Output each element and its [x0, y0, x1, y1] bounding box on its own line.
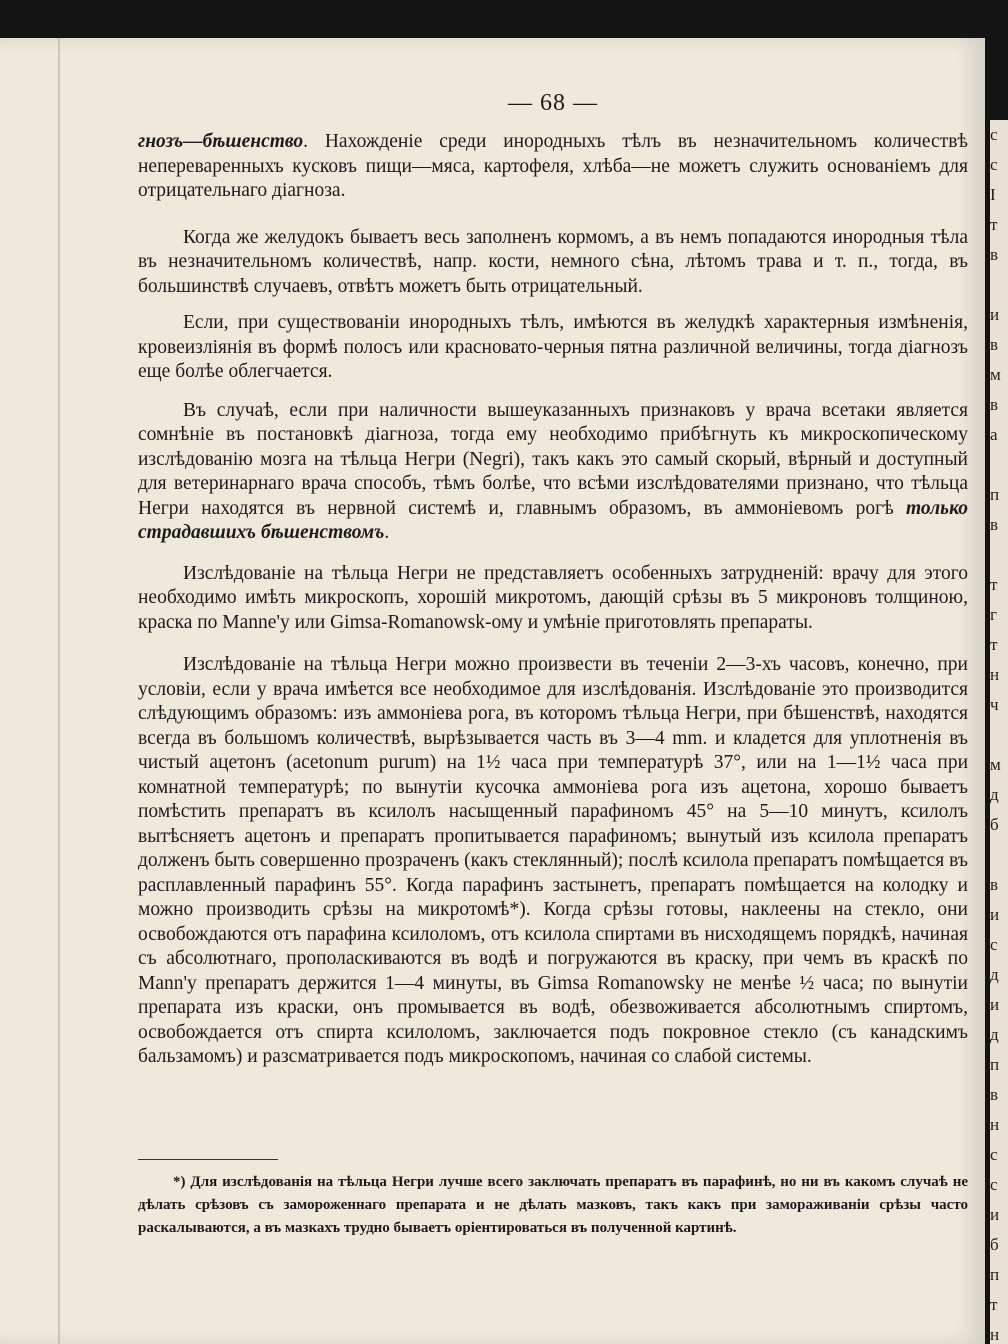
adjacent-page-fragment: с: [990, 935, 998, 954]
paragraph-4: [138, 399, 968, 546]
adjacent-page-fragment: с: [990, 155, 998, 174]
adjacent-page-fragment: [990, 720, 1008, 750]
adjacent-page-fragment: т: [990, 575, 998, 594]
paragraph-tail: .: [384, 522, 390, 543]
paragraph-text: Если, при существованіи инородныхъ тѣлъ, имѣются въ желудкѣ характерныя измѣненія, кровеизліянія въ формѣ полосъ или красновато-черныя пятна различной величины, тогда діагнозъ еще болѣе облегчается.: [138, 312, 968, 382]
paragraph-text: Изслѣдованіе на тѣльца Негри можно произвести въ теченіи 2—3-хъ часовъ, конечно, при условіи, если у врача имѣется все необходимое для изслѣдованія. Изслѣдованіе это производится слѣдующимъ образомъ: изъ аммоніева рога, въ которомъ тѣльца Негри, при бѣшенствѣ, находятся всегда въ большомъ количествѣ, вырѣзывается часть въ 3—4 mm. и кладется для уплотненія въ чистый ацетонъ (acetonum purum) на 1½ часа при температурѣ 37°, или на 1—1½ часа при комнатной температурѣ; по вынутіи кусочка аммоніева рога изъ ацетона, хорошо бываетъ помѣстить препаратъ въ ксилолъ насыщенный парафиномъ 45° на 5—10 минутъ, ксилолъ вытѣсняетъ ацетонъ и препаратъ пропитывается парафиномъ; вынутый изъ ксилола препаратъ долженъ быть совершенно прозраченъ (какъ стеклянный); послѣ ксилола препаратъ помѣщается въ расплавленный парафинъ 55°. Когда парафинъ застынетъ, препаратъ помѣщается на колодку и можно производить срѣзы на микротомѣ*). Когда срѣзы готовы, наклеены на стекло, они освобождаются отъ парафина ксилоломъ, отъ ксилола спиртами въ нисходящемъ порядкѣ, начиная съ абсолютнаго, прополаскиваются въ водѣ и погружаются въ краску, при чемъ въ краскѣ по Mann'у препаратъ держится 1—4 минуты, въ Gimsa Romanowsky не менѣе ½ часа; по вынутіи препарата изъ краски, онъ промывается въ водѣ, обезвоживается абсолютнымъ спиртомъ, освобождается отъ спирта ксилоломъ, заключается подъ покровное стекло (съ канадскимъ бальзамомъ) и разсматривается подъ микроскопомъ, начиная со слабой системы.: [138, 654, 968, 1067]
adjacent-page-fragment: н: [990, 1325, 1000, 1344]
page-fold-line: [58, 38, 60, 1344]
adjacent-page-fragment: в: [990, 1085, 999, 1104]
adjacent-page-fragment: и: [990, 305, 1000, 324]
paragraph-text: Когда же желудокъ бываетъ весь заполненъ кормомъ, а въ немъ попадаются инородныя тѣла въ незначительномъ количествѣ, напр. кости, немного сѣна, лѣтомъ трава и т. п., тогда, въ большинствѣ случаевъ, отвѣтъ можетъ быть отрицательный.: [138, 226, 968, 297]
page-number: — 68 —: [508, 90, 598, 116]
paragraph-5: [138, 562, 968, 636]
adjacent-page-fragment: I: [990, 185, 996, 204]
paragraph-1: [138, 130, 968, 204]
adjacent-page-fragment: д: [990, 1025, 999, 1044]
adjacent-page-fragment: в: [990, 245, 999, 264]
adjacent-page-fragment: д: [990, 785, 999, 804]
italic-lead: гнозъ—бѣшенство: [138, 131, 304, 152]
adjacent-page-fragment: и: [990, 1205, 1000, 1224]
adjacent-page-fragment: с: [990, 125, 998, 144]
adjacent-page-fragment: п: [990, 1055, 1000, 1074]
adjacent-page-fragment: [990, 270, 1008, 300]
adjacent-page-fragment: п: [990, 1265, 1000, 1284]
adjacent-page-fragment: с: [990, 1175, 998, 1194]
adjacent-page-fragment: п: [990, 485, 1000, 504]
italic-tail: только страдавшихъ бѣшенствомъ: [138, 497, 968, 543]
adjacent-page-fragment: б: [990, 1235, 999, 1254]
adjacent-page-fragment: [990, 540, 1008, 570]
paragraph-3: [138, 311, 968, 385]
paragraph-6: [138, 653, 968, 1070]
paragraph-2: [138, 226, 968, 300]
paragraph-text: Въ случаѣ, если при наличности вышеуказанныхъ признаковъ у врача всетаки является сомнѣніе въ постановкѣ діагноза, тогда ему необходимо прибѣгнуть къ микроскопическому изслѣдованію мозга на тѣльца Негри (Negri), такъ какъ это самый скорый, вѣрный и доступный для ветеринарнаго врача способъ, тѣмъ болѣе, что всѣми изслѣдователями признано, что тѣльца Негри находятся въ нервной системѣ и, главнымъ образомъ, въ аммоніевомъ рогѣ: [138, 399, 968, 519]
adjacent-page-fragment: м: [990, 755, 1001, 774]
adjacent-page-fragment: н: [990, 665, 1000, 684]
adjacent-page-edge: [990, 120, 1008, 1344]
adjacent-page-fragment: [990, 840, 1008, 870]
book-page: [0, 38, 985, 1344]
adjacent-page-fragment: ч: [990, 695, 999, 714]
adjacent-page-fragment: т: [990, 1295, 998, 1314]
adjacent-page-fragment: т: [990, 215, 998, 234]
paragraph-text: Изслѣдованіе на тѣльца Негри не представляетъ особенныхъ затрудненій: врачу для этого необходимо имѣть микроскопъ, хорошій микротомъ, дающій срѣзы въ 5 микроновъ толщиною, краска по Manne'у или Gimsa-Romanowsk-ому и умѣніе приготовлять препараты.: [138, 562, 968, 633]
adjacent-page-fragment: т: [990, 635, 998, 654]
adjacent-page-fragment: в: [990, 515, 999, 534]
adjacent-page-fragment: в: [990, 395, 999, 414]
adjacent-page-fragment: с: [990, 1145, 998, 1164]
adjacent-page-fragment: г: [990, 605, 997, 624]
adjacent-page-fragment: [990, 450, 1008, 480]
adjacent-page-fragment: и: [990, 995, 1000, 1014]
footnote-divider: [138, 1159, 278, 1160]
adjacent-page-fragment: а: [990, 425, 998, 444]
adjacent-page-fragment: н: [990, 1115, 1000, 1134]
adjacent-page-fragment: в: [990, 875, 999, 894]
adjacent-page-fragment: в: [990, 335, 999, 354]
adjacent-page-fragment: б: [990, 815, 999, 834]
footnote: *) Для изслѣдованія на тѣльца Негри лучше всего заключать препаратъ въ парафинѣ, но ни въ какомъ случаѣ не дѣлать срѣзовъ съ замороженнаго препарата и не дѣлать мазковъ, такъ какъ при замораживаніи срѣзы часто раскалываются, а въ мазкахъ трудно бываетъ оріентироваться въ полученной картинѣ.: [138, 1174, 968, 1236]
adjacent-page-fragment: и: [990, 905, 1000, 924]
adjacent-page-fragment: д: [990, 965, 999, 984]
paragraph-text: . Нахожденіе среди инородныхъ тѣлъ въ незначительномъ количествѣ непереваренныхъ кусковъ пищи—мяса, картофеля, хлѣба—не можетъ служить основаніемъ для отрицательнаго діагноза.: [138, 131, 968, 201]
body-text: [138, 130, 968, 1070]
adjacent-page-fragment: м: [990, 365, 1001, 384]
